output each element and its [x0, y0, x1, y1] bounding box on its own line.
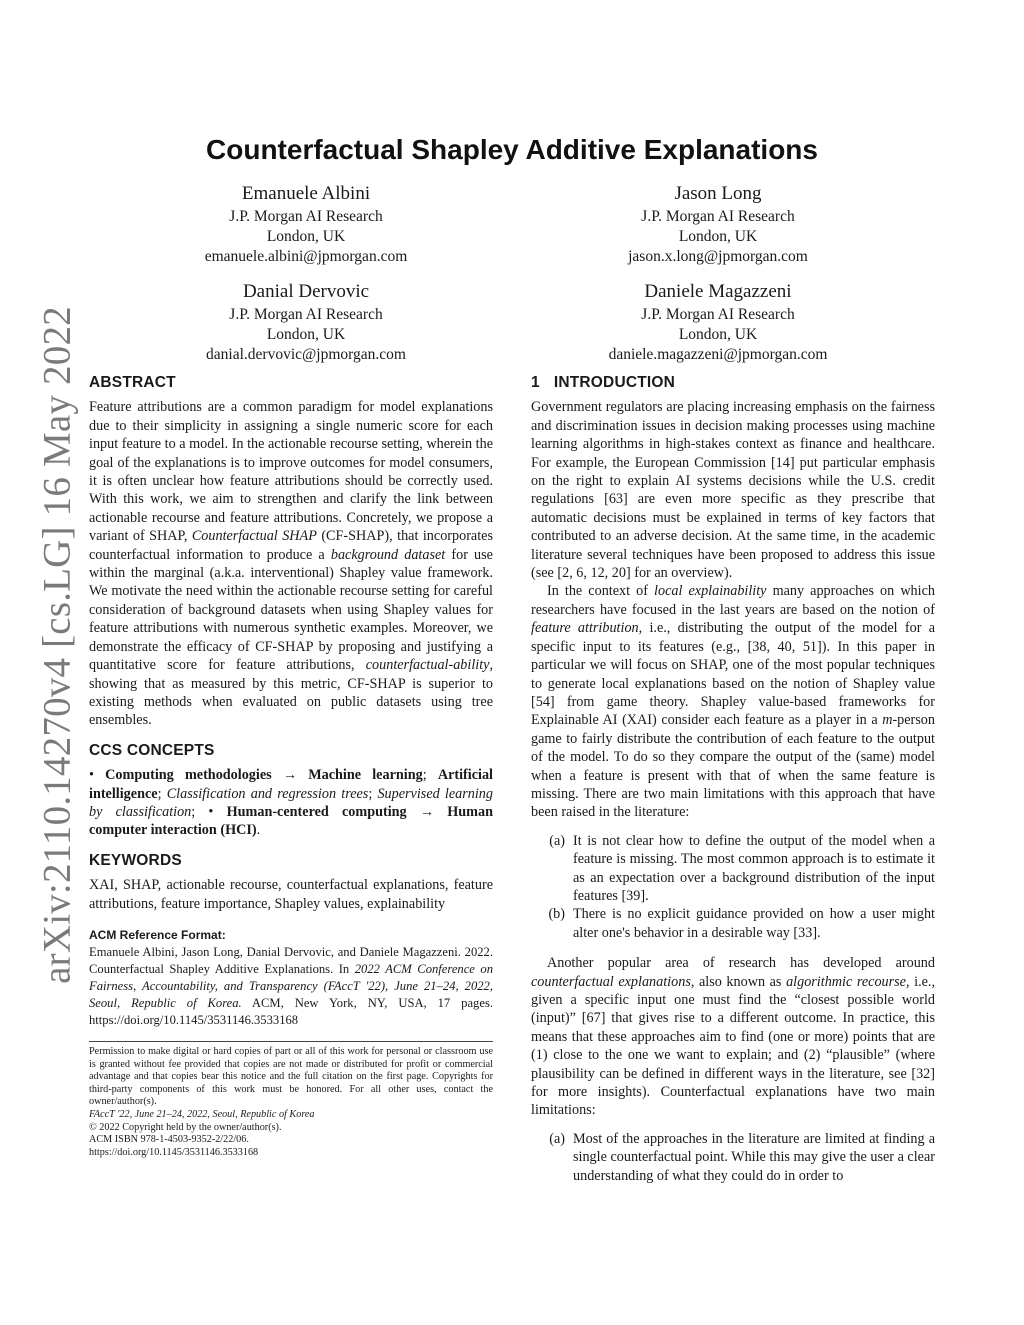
author-email[interactable]: danial.dervovic@jpmorgan.com [206, 346, 406, 363]
author-block [136, 280, 476, 365]
author-name: Daniele Magazzeni [644, 281, 792, 302]
paper-title: Counterfactual Shapley Additive Explanations [206, 134, 818, 165]
keywords-text: XAI, SHAP, actionable recourse, counterfactual explanations, feature attributions, feature importance, Shapley values, explainability [89, 877, 493, 912]
doi-link[interactable]: https://doi.org/10.1145/3531146.3533168 [89, 1146, 259, 1158]
author-affiliation: J.P. Morgan AI Research [229, 208, 383, 225]
list-item: (a) It is not clear how to define the output of the model when a feature is missing. The most common approach is to estimate it as an expectation over a background distribution of the input features [39]. [549, 832, 935, 904]
left-column [89, 374, 493, 1159]
author-location: London, UK [266, 228, 346, 245]
permission-text: Permission to make digital or hard copies of part or all of this work for personal or classroom use is granted without fee provided that copies are not made or distributed for profit or commercial advantage and that copies bear this notice and the full citation on the first page. Copyrights for third-party components of this work must be honored. For all other uses, contact the owner/author(s). [89, 1045, 493, 1108]
author-name: Danial Dervovic [242, 281, 370, 302]
intro-paragraph: In the context of local explainability many approaches on which researchers have focused in the last years are based on the notion of feature attribution, i.e., distributing the output of the model for a specific input to its features (e.g., [38, 40, 51]). In this paper in particular we will focus on SHAP, one of the most popular techniques to generate local explanations based on the notion of Shapley value [54] from game theory. Shapley value-based frameworks for Explainable AI (XAI) consider each feature as a player in a m-person game to fairly distribute the contribution of each feature to the output of the model. To do so they compare the output of the (same) model when a feature is present with that of when the same feature is missing. There are two main limitations with this approach that have been raised in the literature: [531, 583, 935, 821]
abstract-text: Feature attributions are a common paradigm for model explanations due to their simplicity in assigning a single numeric score for each input feature to a model. In the actionable recourse setting, wherein the goal of the explanations is to improve outcomes for model consumers, it is often unclear how feature attributions should be correctly used. With this work, we aim to strengthen and clarify the link between actionable recourse and feature attributions. Concretely, we propose a variant of SHAP, Counterfactual SHAP (CF-SHAP), that incorporates counterfactual information to produce a background dataset for use within the marginal (a.k.a. interventional) Shapley value framework. We motivate the need within the actionable recourse setting for careful consideration of background datasets when using Shapley values for feature attributions with numerous synthetic examples. Moreover, we demonstrate the efficacy of CF-SHAP by proposing and justifying a quantitative score for feature attributions, counterfactual-ability, showing that as measured by this metric, CF-SHAP is superior to existing methods when evaluated on public datasets using tree ensembles. [89, 399, 493, 729]
footnote-divider [89, 1041, 493, 1042]
author-location: London, UK [678, 326, 758, 343]
reference-format-heading: ACM Reference Format: [89, 927, 226, 942]
author-email[interactable]: daniele.magazzeni@jpmorgan.com [608, 346, 828, 363]
author-affiliation: J.P. Morgan AI Research [229, 306, 383, 323]
permission-notice [89, 1046, 493, 1159]
isbn-line: ACM ISBN 978-1-4503-9352-2/22/06. [89, 1134, 249, 1146]
author-location: London, UK [678, 228, 758, 245]
keywords-heading: KEYWORDS [89, 851, 182, 869]
author-location: London, UK [266, 326, 346, 343]
list-item: (b) There is no explicit guidance provided on how a user might alter one's behavior in a desirable way [33]. [548, 906, 935, 941]
intro-paragraph: Another popular area of research has developed around counterfactual explanations, also known as algorithmic recourse, i.e., given a specific input one must find the “closest possible world (input)” [67] that gives rise to a different outcome. In practice, this means that these approaches aim to find (one or more) points that are (1) close to the one we want to explain; and (2) “plausible” (where plausibility can be defined in different ways in the literature, see [32] for more insights). Counterfactual explanations have two main limitations: [531, 955, 936, 1119]
author-block [548, 280, 888, 365]
ccs-heading: CCS CONCEPTS [89, 741, 215, 759]
arxiv-identifier: arXiv:2110.14270v4 [cs.LG] 16 May 2022 [35, 306, 79, 984]
author-block [136, 182, 476, 267]
intro-paragraph: Government regulators are placing increasing emphasis on the fairness and discrimination issues in decision making processes using machine learning algorithms in high-stakes context as finance and healthcare. For example, the European Commission [14] put particular emphasis on the right to explain AI systems decisions while the U.S. credit regulations [63] are even more specific as they prescribe that automatic decisions must be explained in terms of key factors that contributed to an adverse decision. At the same time, in the academic literature several techniques have been proposed to address this issue (see [2, 6, 12, 20] for an overview). [531, 399, 935, 582]
introduction-heading: 1 INTRODUCTION [531, 374, 676, 391]
copyright-line: © 2022 Copyright held by the owner/author(s). [89, 1121, 282, 1133]
limitations-list [531, 832, 935, 942]
author-block [548, 182, 888, 267]
right-column [531, 374, 935, 1193]
counterfactual-limitations-list [531, 1130, 935, 1185]
abstract-heading: ABSTRACT [89, 374, 176, 391]
venue-line: FAccT '22, June 21–24, 2022, Seoul, Republic of Korea [89, 1108, 315, 1120]
author-name: Emanuele Albini [241, 183, 371, 204]
acm-reference-format [89, 927, 493, 1029]
author-email[interactable]: jason.x.long@jpmorgan.com [628, 248, 808, 265]
author-name: Jason Long [674, 183, 762, 204]
ccs-concepts-text: • Computing methodologies → Machine learning; Artificial intelligence; Classification and regression trees; Supervised learning by classification; • Human-centered computing → Human computer interaction (HCI). [89, 767, 493, 839]
author-affiliation: J.P. Morgan AI Research [641, 208, 795, 225]
author-affiliation: J.P. Morgan AI Research [641, 306, 795, 323]
reference-format-text: Emanuele Albini, Jason Long, Danial Dervovic, and Daniele Magazzeni. 2022. Counterfactual Shapley Additive Explanations. In 2022 ACM Conference on Fairness, Accountability, and Transparency (FAccT '22), June 21–24, 2022, Seoul, Republic of Korea. ACM, New York, NY, USA, 17 pages. https://doi.org/10.1145/3531146.3533168 [89, 944, 493, 1027]
list-item: (a) Most of the approaches in the literature are limited at finding a single counterfactual point. While this may give the user a clear understanding of what they could do in order to [549, 1130, 935, 1184]
author-email[interactable]: emanuele.albini@jpmorgan.com [204, 248, 408, 265]
